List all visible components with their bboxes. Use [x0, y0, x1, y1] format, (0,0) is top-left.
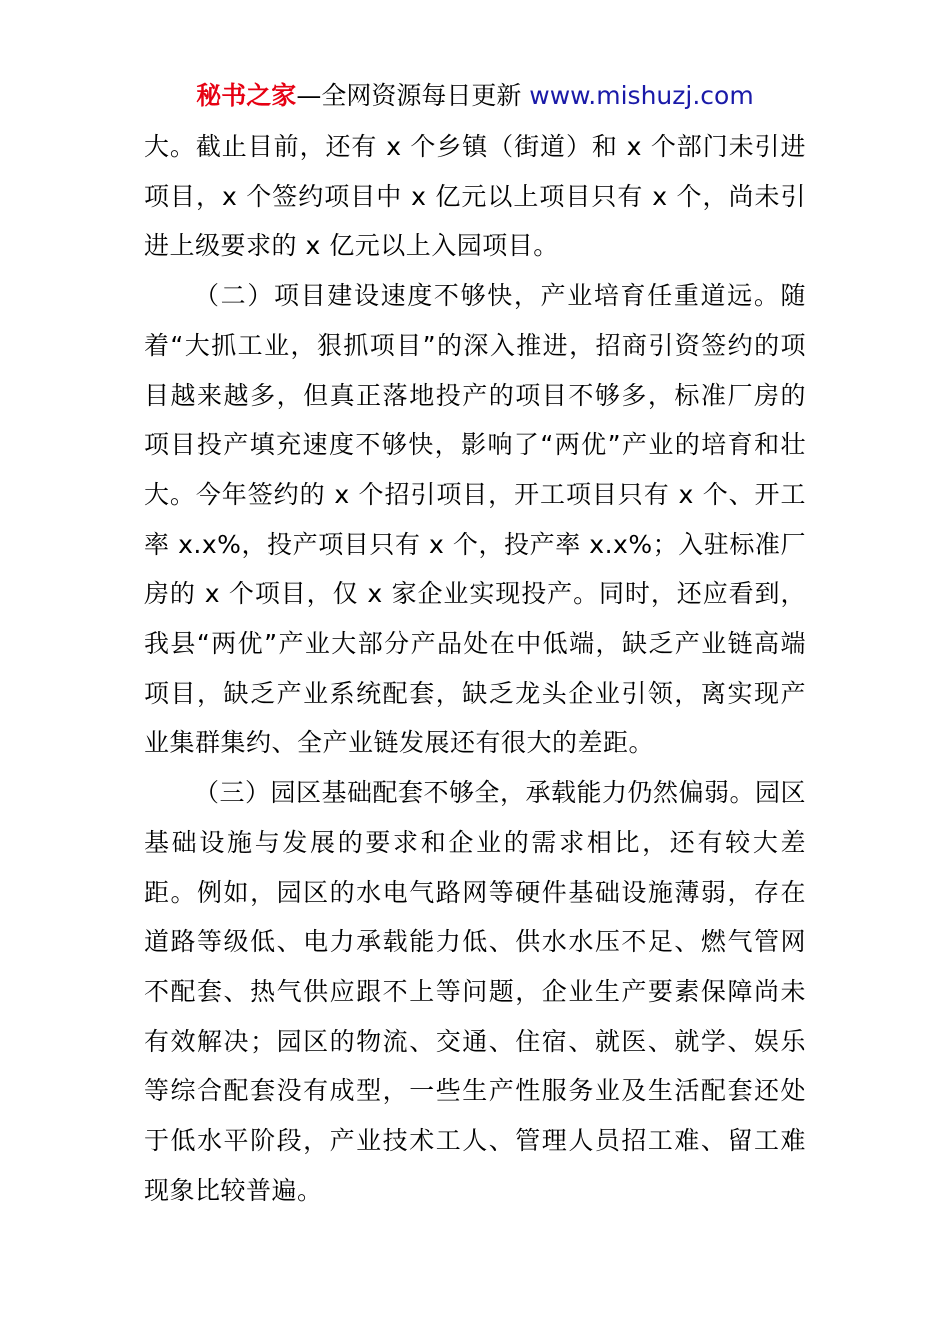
- site-tagline: —全网资源每日更新: [296, 81, 530, 110]
- paragraph-continuation: 大。截止目前，还有 x 个乡镇（街道）和 x 个部门未引进项目，x 个签约项目中 x 亿元以上项目只有 x 个，尚未引进上级要求的 x 亿元以上入园项目。: [144, 132, 806, 261]
- site-url: www.mishuzj.com: [529, 81, 754, 110]
- paragraph-section-2: （二）项目建设速度不够快，产业培育任重道远。随着“大抓工业，狠抓项目”的深入推进，招商引资签约的项目越来越多，但真正落地投产的项目不够多，标准厂房的项目投产填充速度不够快，影响了“两优”产业的培育和壮大。今年签约的 x 个招引项目，开工项目只有 x 个、开工率 x.x%，投产项目只有 x 个，投产率 x.x%；入驻标准厂房的 x 个项目，仅 x 家企业实现投产。同时，还应看到，我县“两优”产业大部分产品处在中低端，缺乏产业链高端项目，缺乏产业系统配套，缺乏龙头企业引领，离实现产业集群集约、全产业链发展还有很大的差距。: [144, 281, 806, 758]
- document-body: [144, 122, 806, 1215]
- watermark-header: [0, 78, 950, 114]
- paragraph-section-3: （三）园区基础配套不够全，承载能力仍然偏弱。园区基础设施与发展的要求和企业的需求相比，还有较大差距。例如，园区的水电气路网等硬件基础设施薄弱，存在道路等级低、电力承载能力低、供水水压不足、燃气管网不配套、热气供应跟不上等问题，企业生产要素保障尚未有效解决；园区的物流、交通、住宿、就医、就学、娱乐等综合配套没有成型，一些生产性服务业及生活配套还处于低水平阶段，产业技术工人、管理人员招工难、留工难现象比较普遍。: [144, 778, 807, 1205]
- site-brand: 秘书之家: [196, 81, 297, 110]
